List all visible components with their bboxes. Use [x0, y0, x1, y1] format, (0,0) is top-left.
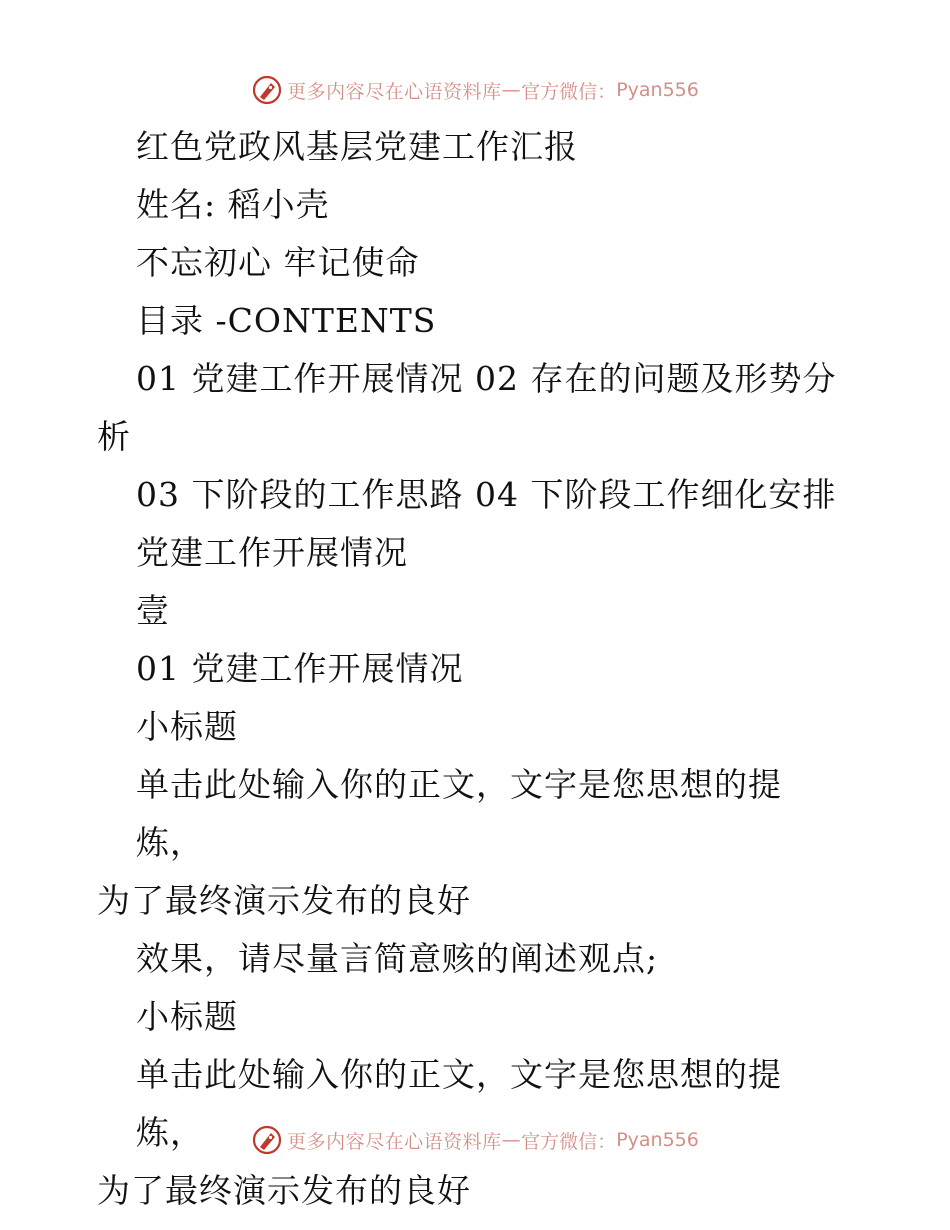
document-line: 为了最终演示发布的良好: [97, 1171, 471, 1210]
footer-watermark: [0, 1120, 950, 1160]
document-line: 析: [97, 417, 131, 456]
watermark-separator: —: [501, 79, 522, 101]
watermark-wechat-label: 官方微信：: [521, 1130, 617, 1153]
pen-nib-logo-icon: [251, 74, 283, 106]
document-body: [97, 118, 837, 1220]
watermark-wechat-id: Pyan556: [616, 1129, 699, 1151]
document-line: 红色党政风基层党建工作汇报: [136, 127, 578, 166]
document-line: 01 党建工作开展情况 02 存在的问题及形势分: [136, 359, 837, 398]
watermark-separator: —: [501, 1129, 522, 1151]
document-line: 党建工作开展情况: [136, 533, 408, 572]
document-line: 姓名: 稻小壳: [136, 185, 330, 224]
document-line: 壹: [136, 591, 170, 630]
document-line: 不忘初心 牢记使命: [136, 243, 420, 282]
watermark-wechat-label: 官方微信：: [521, 80, 617, 103]
document-line: 单击此处输入你的正文，文字是您思想的提炼，: [136, 1055, 782, 1152]
pen-nib-logo-icon: [251, 1124, 283, 1156]
document-line: 目录 -CONTENTS: [136, 301, 437, 340]
document-line: 01 党建工作开展情况: [136, 649, 464, 688]
watermark-wechat-id: Pyan556: [616, 79, 699, 101]
header-watermark: [0, 70, 950, 110]
document-line: 小标题: [136, 997, 238, 1036]
watermark-site-text: 更多内容尽在心语资料库: [287, 80, 502, 103]
document-line: 03 下阶段的工作思路 04 下阶段工作细化安排: [136, 475, 837, 514]
document-line: 效果，请尽量言简意赅的阐述观点;: [136, 939, 659, 978]
document-line: 小标题: [136, 707, 238, 746]
document-line: 为了最终演示发布的良好: [97, 881, 471, 920]
document-line: 单击此处输入你的正文，文字是您思想的提炼，: [136, 765, 782, 862]
watermark-site-text: 更多内容尽在心语资料库: [287, 1130, 502, 1153]
